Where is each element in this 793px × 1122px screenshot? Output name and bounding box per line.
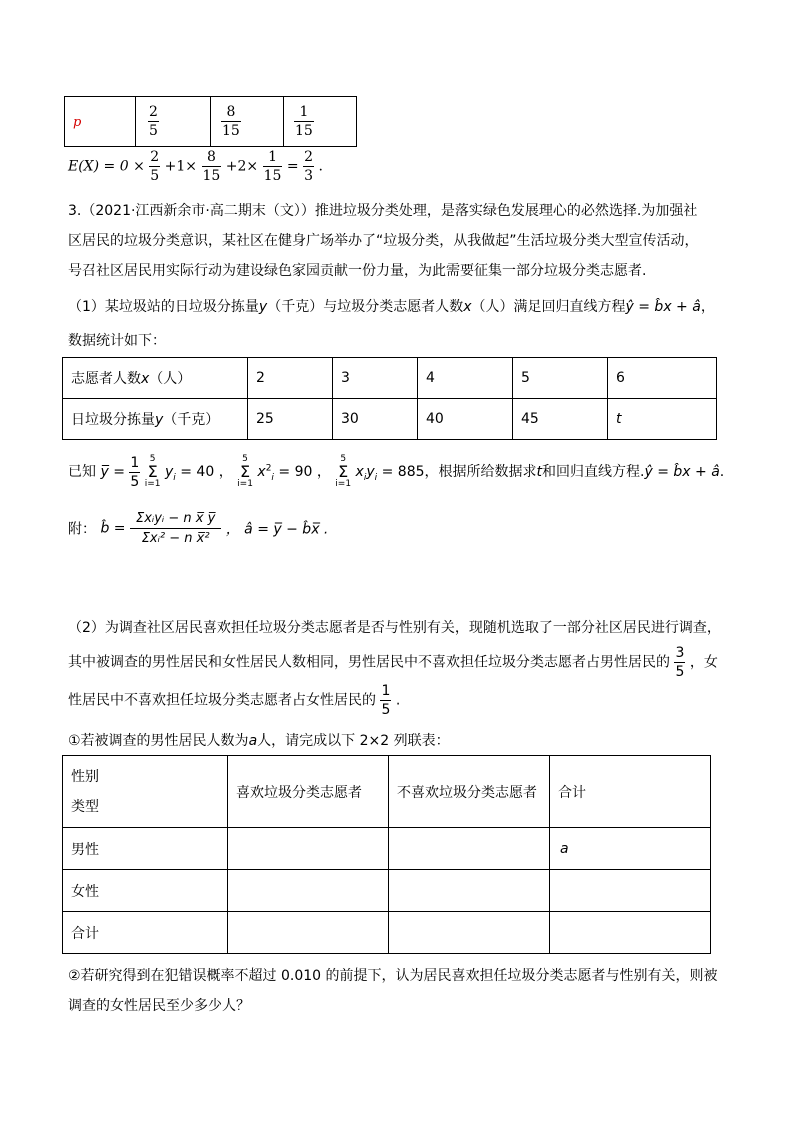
data-cell: t <box>608 399 717 440</box>
data-cell: 5 <box>513 358 608 399</box>
table-cell <box>389 870 550 912</box>
attachment-formula: 附： b̂ = $\frac{\text{Σxᵢyᵢ − n x̅ y̅}}{\text{Σxᵢ² − n x̅²}}$ ， â = y̅ − b̂x̅ . <box>68 511 329 546</box>
question-2-line: ②若研究得到在犯错误概率不超过 0.010 的前提下，认为居民喜欢担任垃圾分类志愿者与性别有关，则被 <box>68 968 718 984</box>
known-values-line: 已知 y̅ = $\frac{1}{5}$ 5 Σ i=1 $y_i = 40$ ， 5 Σ i=1 $x^2_i = 90$ ， 5 Σ i=1 $x_iy_i = 885$，根据所给数据求t和回归直线方程.ŷ = b̂x + â. <box>68 454 725 490</box>
row-label: 合计 <box>63 912 228 954</box>
data-cell: 30 <box>333 399 418 440</box>
prob-table-label-cell <box>65 97 136 147</box>
data-cell: 6 <box>608 358 717 399</box>
table-row <box>63 399 717 440</box>
data-cell: 40 <box>418 399 513 440</box>
part1-line: （1）某垃圾站的日垃圾分拣量y（千克）与垃圾分类志愿者人数x（人）满足回归直线方程ŷ = b̂x + â， <box>68 299 715 315</box>
data-cell: 25 <box>248 399 333 440</box>
table-row <box>63 358 717 399</box>
expectation-formula: E(X) = 0 × $\frac{2}{5}$ +1× $\frac{8}{15}$ +2× $\frac{1}{15}$ = $\frac{2}{3}$ . <box>68 149 323 184</box>
part2-line: （2）为调查社区居民喜欢担任垃圾分类志愿者是否与性别有关，现随机选取了一部分社区居民进行调查， <box>68 620 721 636</box>
part1-line2: 数据统计如下： <box>68 333 166 349</box>
data-cell: 2 <box>248 358 333 399</box>
prob-cell: $\frac{8}{15}$ <box>211 97 284 147</box>
column-header: 不喜欢垃圾分类志愿者 <box>389 756 550 828</box>
part2-line: 其中被调查的男性居民和女性居民人数相同，男性居民中不喜欢担任垃圾分类志愿者占男性居民的 $\frac{3}{5}$ ，女 <box>68 645 718 680</box>
table-cell <box>550 870 711 912</box>
column-header: 合计 <box>550 756 711 828</box>
table-row <box>63 828 711 870</box>
table-cell: a <box>550 828 711 870</box>
table-cell <box>389 828 550 870</box>
part2-line: 性居民中不喜欢担任垃圾分类志愿者占女性居民的 $\frac{1}{5}$ . <box>68 683 401 718</box>
problem-line: 号召社区居民用实际行动为建设绿色家园贡献一份力量，为此需要征集一部分垃圾分类志愿者. <box>68 263 647 279</box>
problem-line: 3.（2021·江西新余市·高二期末（文））推进垃圾分类处理，是落实绿色发展理心的必然选择.为加强社 <box>68 203 698 219</box>
data-cell: 45 <box>513 399 608 440</box>
contingency-table <box>62 755 711 954</box>
data-cell: 4 <box>418 358 513 399</box>
table-row <box>63 912 711 954</box>
table-cell <box>228 870 389 912</box>
question-1: ①若被调查的男性居民人数为a人，请完成以下 2×2 列联表： <box>68 733 450 749</box>
column-header: 喜欢垃圾分类志愿者 <box>228 756 389 828</box>
problem-line: 区居民的垃圾分类意识，某社区在健身广场举办了“垃圾分类，从我做起”生活垃圾分类大型宣传活动， <box>68 233 699 249</box>
prob-label: p <box>73 114 82 130</box>
table-row <box>63 756 711 828</box>
row-label: 日垃圾分拣量y（千克） <box>63 399 248 440</box>
probability-table <box>64 96 357 147</box>
table-cell <box>550 912 711 954</box>
question-2-line: 调查的女性居民至少多少人？ <box>68 998 250 1014</box>
prob-cell: $\frac{1}{15}$ <box>284 97 357 147</box>
table-cell <box>389 912 550 954</box>
corner-cell: 性别 类型 <box>63 756 228 828</box>
data-cell: 3 <box>333 358 418 399</box>
table-row <box>63 870 711 912</box>
data-table <box>62 357 717 440</box>
table-cell <box>228 828 389 870</box>
prob-cell: $\frac{2}{5}$ <box>136 97 211 147</box>
row-label: 女性 <box>63 870 228 912</box>
row-label: 男性 <box>63 828 228 870</box>
table-cell <box>228 912 389 954</box>
row-label: 志愿者人数x（人） <box>63 358 248 399</box>
